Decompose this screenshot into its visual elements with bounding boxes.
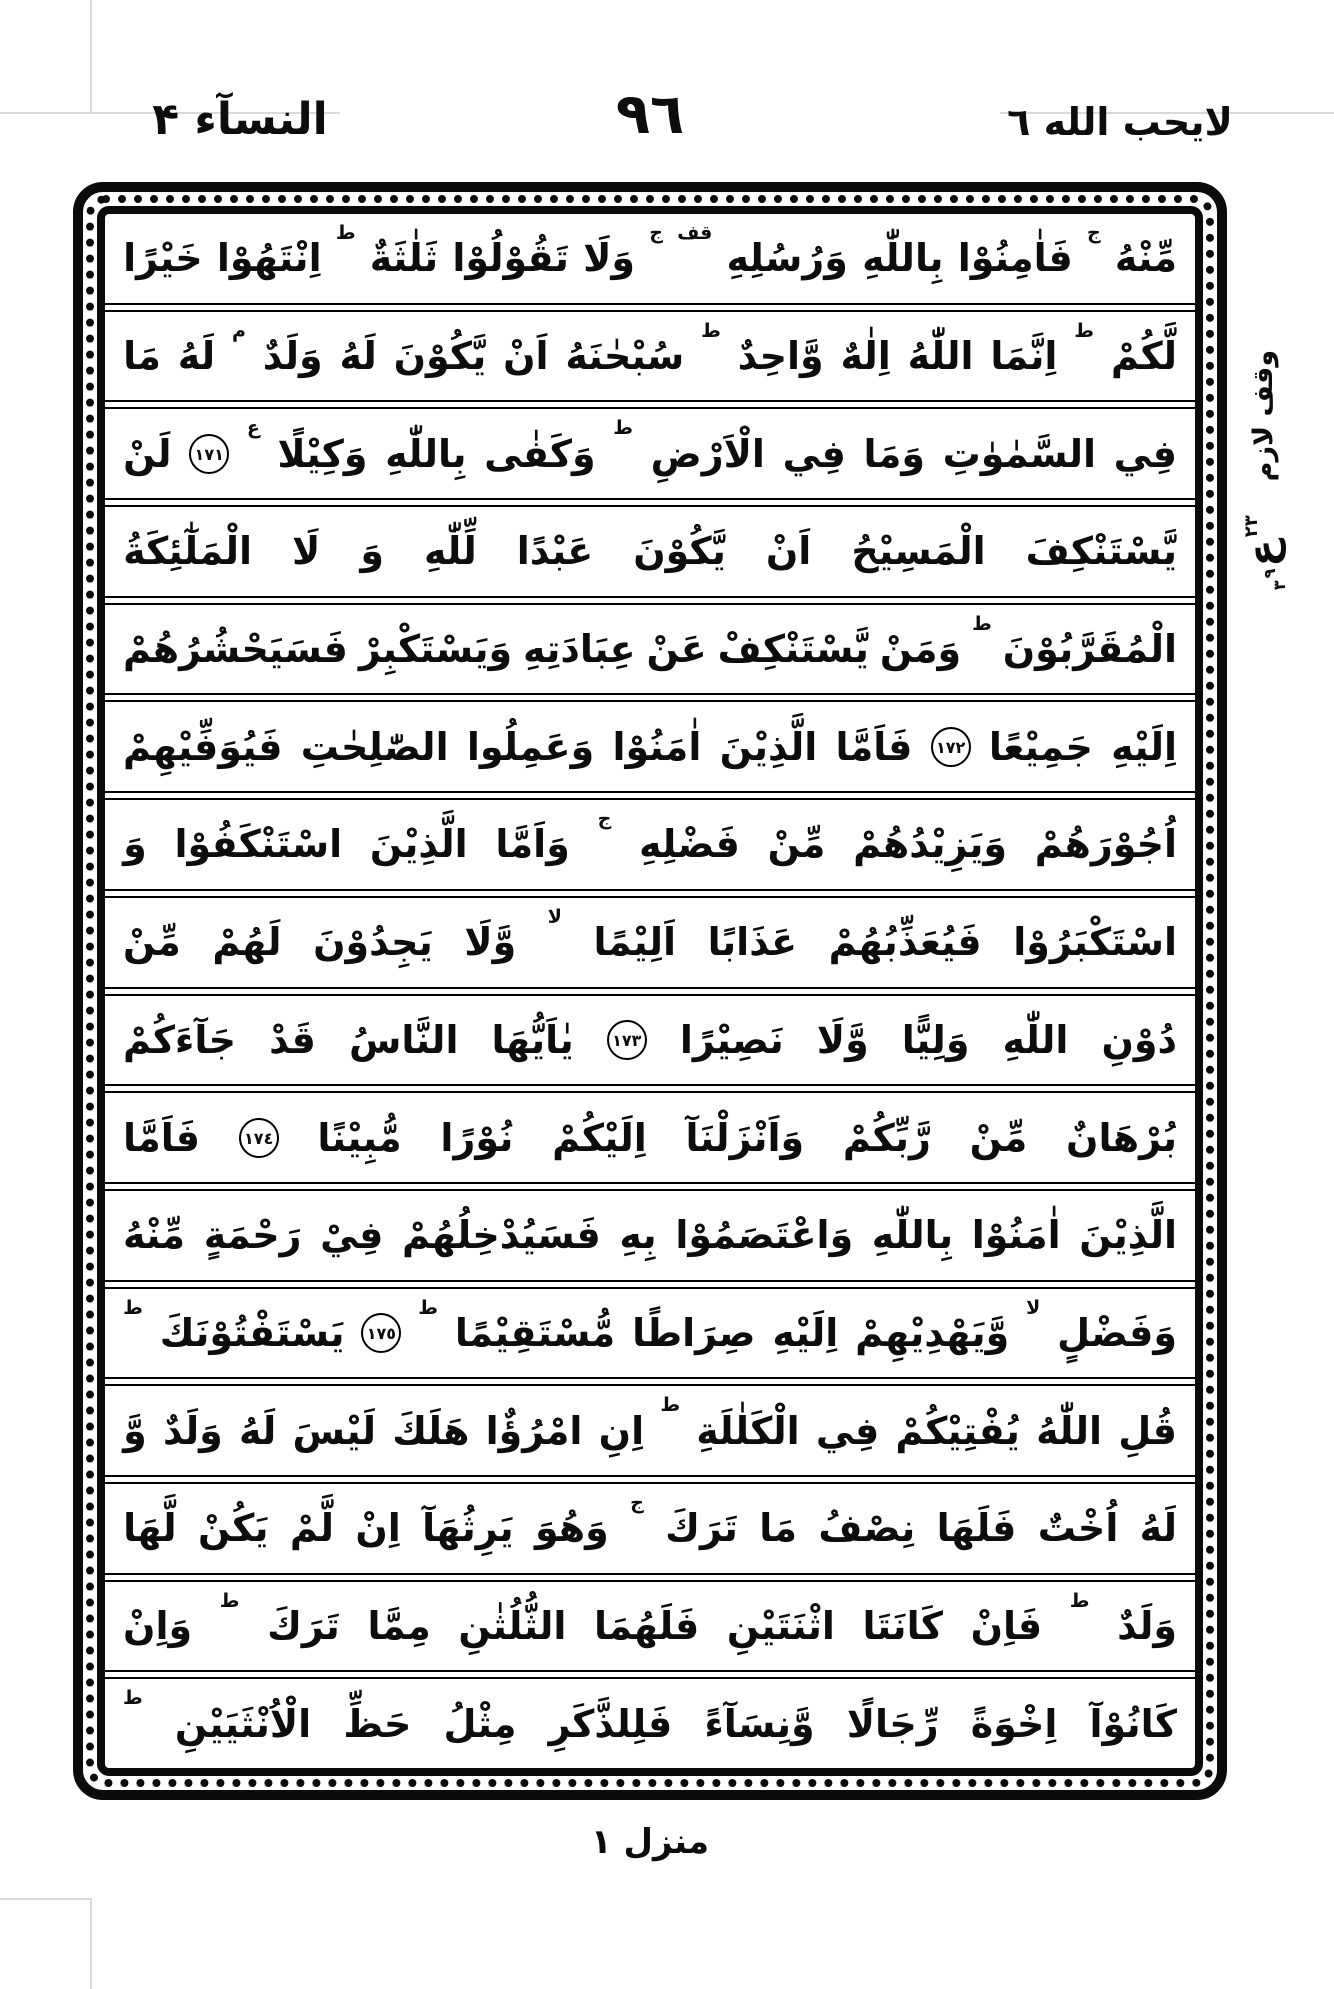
quran-word: الَّذِيْنَ [1079,1213,1177,1258]
quran-word: مِّنْهُ [1114,236,1177,281]
quran-word: عَذَابًا [707,920,798,965]
pause-mark: ط [972,612,992,635]
ruku-ain-symbol: ع [1240,539,1286,567]
pause-mark: م [231,319,246,342]
quran-word: اِنَّمَا [990,334,1058,379]
line-divider [105,1670,1195,1679]
quran-word: الْاَرْضِ [650,431,765,476]
quran-line-11 [105,1191,1195,1280]
line-divider [105,1475,1195,1484]
quran-word: فَاِنْ [970,1603,1043,1648]
quran-word: اِلَيْهِ [1111,724,1177,769]
quran-word: جَمِيْعًا [988,724,1093,769]
quran-line-14 [105,1484,1195,1573]
quran-word: لَّمْ [289,1506,334,1551]
quran-lines [97,206,1203,1776]
ruku-ayah-count: ٩ [1259,568,1279,579]
quran-word: لَّهَا [123,1506,177,1551]
quran-word: رَحْمَةٍ [203,1213,302,1258]
quran-word: لَهُ [238,1408,277,1453]
quran-word: الْاُنْثَيَيْنِ [174,1701,312,1746]
quran-word: وَاِنْ [123,1603,193,1648]
manzil-label: منزل ١ [590,1822,710,1862]
quran-word: الصّٰلِحٰتِ [300,724,449,769]
quran-word: بُرْهَانٌ [1066,1115,1177,1160]
quran-word: مِّنْ [767,822,826,867]
pause-mark: ط [1069,1589,1090,1612]
page-number: ٩٦ [615,82,685,147]
quran-word: اَلِيْمًا [593,920,677,965]
quran-word: وَمَنْ [879,627,962,672]
quran-word: اِنِ [598,1408,645,1453]
quran-word: مِّنْ [969,1115,1028,1160]
quran-word: اُجُوْرَهُمْ [1034,822,1177,867]
quran-word: وَيَزِيْدُهُمْ [853,822,1007,867]
quran-word: يَّسْتَنْكِفْ [717,627,869,672]
quran-word: وَّلَا [464,920,517,965]
quran-word: اِنْتَهُوْا [216,236,322,281]
quran-word: نِصْفُ [818,1506,916,1551]
text-frame-outer-border [73,182,1227,1800]
quran-word: جَآءَكُمْ [123,1017,236,1062]
quran-word: يَسْتَفْتُوْنَكَ [159,1310,345,1355]
quran-word: مَا [123,334,161,379]
quran-word: وَلَدٌ [1117,1603,1177,1648]
quran-word: مِمَّا [367,1603,431,1648]
quran-word: عِبَادَتِهِ [523,627,636,672]
quran-word: وَ [123,822,147,867]
quran-word: مُّبِيْنًا [317,1115,402,1160]
quran-word: وَهُوَ [534,1506,609,1551]
quran-word: اسْتَكْبَرُوْا [1013,920,1177,965]
quran-word: فَسَيَحْشُرُهُمْ [123,627,348,672]
pause-mark: ع [246,417,260,440]
ayah-number-circle: ١٧٢ [931,727,971,767]
quran-word: اللّٰهُ [1036,1408,1102,1453]
quran-word: فَسَيُدْخِلُهُمْ [402,1213,601,1258]
quran-word: يَكُنْ [198,1506,269,1551]
quran-word: لَهُمْ [212,920,282,965]
quran-line-5 [105,605,1195,694]
quran-word: فَاَمَّا [123,1115,200,1160]
pause-mark: ج [630,1491,644,1514]
quran-word: امْرُؤٌا [485,1408,583,1453]
quran-word: وَيَسْتَكْبِرْ [358,627,513,672]
quran-word: رَّبِّكُمْ [842,1115,931,1160]
quran-word: هَلَكَ [392,1408,470,1453]
quran-word: فَلَهَا [936,1506,1017,1551]
quran-word: اُخْتٌ [1037,1506,1119,1551]
quran-line-6 [105,702,1195,791]
quran-word: اللّٰهُ [907,334,974,379]
quran-word: السَّمٰوٰتِ [942,431,1097,476]
quran-word: لَا [292,529,321,574]
quran-word: اِنْ [355,1506,401,1551]
quran-word: اٰمَنُوْا [612,724,702,769]
quran-word: لَهُ [177,334,216,379]
quran-line-16 [105,1679,1195,1768]
pause-mark: ط [123,1296,143,1319]
surah-name-header: النسآء ۴ [152,94,328,145]
quran-word: يٰاَيُّهَا [491,1017,574,1062]
quran-word: يَّسْتَنْكِفَ [1025,529,1177,574]
quran-line-1 [105,214,1195,303]
line-divider [105,693,1195,702]
quran-word: فَاٰمِنُوْا [957,236,1073,281]
pause-mark: ط [123,1687,143,1710]
pause-mark: ج [597,808,612,831]
quran-word: وَعَمِلُوا [466,724,595,769]
quran-word: اللّٰهِ [1002,1017,1069,1062]
quran-word: وَرُسُلِهِ [726,236,848,281]
quran-word: مِّنْ [123,920,181,965]
quran-word: فَلِلذَّكَرِ [548,1701,673,1746]
pause-mark: ط [701,319,721,342]
line-divider [105,1573,1195,1582]
ayah-number-circle: ١٧٥ [361,1313,401,1353]
pause-mark: ط [613,417,634,440]
ruku-number-in-para: ٣ [1269,580,1289,591]
quran-word: تَرَكَ [665,1506,738,1551]
quran-word: قُلِ [1118,1408,1177,1453]
quran-word: وَكَفٰى [484,431,596,476]
quran-word: نَصِيْرًا [679,1017,784,1062]
quran-word: لَهُ [1139,1506,1177,1551]
quran-line-15 [105,1582,1195,1671]
quran-word: لِّلّٰهِ [423,529,477,574]
quran-word: اثْنَتَيْنِ [726,1603,835,1648]
quran-word: فَاَمَّا [835,724,913,769]
quran-word: يَجِدُوْنَ [313,920,433,965]
quran-word: وَمَا [863,431,925,476]
quran-word: تَقُوْلُوْا [452,236,569,281]
quran-word: فِي [1113,431,1177,476]
pause-mark: ط [660,1394,681,1417]
quran-word: فِيْ [320,1213,384,1258]
quran-word: وَكِيْلًا [277,431,368,476]
quran-line-10 [105,1093,1195,1182]
pause-mark: ج [1086,222,1101,244]
quran-word: فَيُوَفِّيْهِمْ [123,724,283,769]
quran-word: اَنْ [765,529,812,574]
line-divider [105,889,1195,898]
quran-word: صِرَاطًا [632,1310,756,1355]
quran-word: رِّجَالًا [846,1701,939,1746]
quran-word: لَهُ [339,334,377,379]
quran-word: اِخْوَةً [970,1701,1058,1746]
quran-word: لَّكُمْ [1110,334,1177,379]
quran-word: بِاللّٰهِ [871,1213,954,1258]
margin-note-rotated [1228,290,1298,650]
quran-word: سُبْحٰنَهُ [565,334,685,379]
quran-word: اٰمَنُوْا [971,1213,1061,1258]
margin-note [1228,290,1298,650]
quran-word: مِثْلُ [443,1701,517,1746]
quran-word: اَنْ [503,334,549,379]
line-divider [105,400,1195,409]
quran-word: لَيْسَ [292,1408,376,1453]
quran-word: اِلٰهٌ [840,334,891,379]
line-divider [105,596,1195,605]
quran-word: الْمَسِيْحُ [851,529,986,574]
quran-word: وَّاحِدٌ [737,334,824,379]
quran-word: النَّاسُ [348,1017,459,1062]
quran-word: وَلِيًّا [901,1017,970,1062]
quran-word: نُوْرًا [440,1115,514,1160]
quran-word: حَظِّ [343,1701,412,1746]
quran-word: اِلَيْكُمْ [552,1115,647,1160]
quran-word: يَرِثُهَآ [422,1506,514,1551]
juz-name-header: لايحب الله ٦ [1007,100,1233,144]
line-divider [105,498,1195,507]
quran-line-12 [105,1289,1195,1378]
quran-word: يُفْتِيْكُمْ [895,1408,1020,1453]
scan-guide-line [90,1898,92,1989]
pause-mark: ط [418,1296,439,1319]
quran-word: بِاللّٰهِ [385,431,467,476]
waqf-lazim-label: وقف لازم [1247,349,1279,482]
pause-mark: ج [649,222,663,244]
quran-word: فَلَهُمَا [594,1603,700,1648]
quran-word: مُّسْتَقِيْمًا [454,1310,616,1355]
quran-word: وَّيَهْدِيْهِمْ [855,1310,1010,1355]
quran-word: فَضْلِهِ [639,822,740,867]
quran-word: كَانَتَا [862,1603,943,1648]
pause-mark: ط [1074,319,1094,342]
quran-word: الَّذِيْنَ [719,724,818,769]
pause-mark: لا [547,905,562,928]
line-divider [105,1280,1195,1289]
line-divider [105,791,1195,800]
quran-word: يَّكُوْنَ [633,529,726,574]
ayah-number-circle: ١٧٣ [607,1020,647,1060]
quran-word: الثُّلُثٰنِ [458,1603,567,1648]
line-divider [105,1377,1195,1386]
quran-word: وَّ [123,1408,147,1453]
quran-word: وَاعْتَصَمُوْا [675,1213,854,1258]
quran-line-3 [105,409,1195,498]
quran-word: فَيُعَذِّبُهُمْ [828,920,982,965]
quran-word: وَاَنْزَلْنَآ [685,1115,805,1160]
scan-guide-line [0,1898,92,1900]
quran-word: كَانُوْآ [1089,1701,1177,1746]
quran-word: وَفَضْلٍ [1057,1310,1177,1355]
quran-word: اسْتَنْكَفُوْا [174,822,343,867]
ayah-number-circle: ١٧٤ [239,1118,279,1158]
pause-mark: ط [335,222,356,244]
quran-line-8 [105,898,1195,987]
quran-word: فِي [782,431,846,476]
quran-word: الْكَلٰلَةِ [696,1408,800,1453]
quran-word: ثَلٰثَةٌ [369,236,439,281]
quran-line-9 [105,996,1195,1085]
text-frame-ornament-border [86,195,1214,1787]
ayah-number-circle: ١٧١ [189,434,229,474]
quran-word: اِلَيْهِ [772,1310,839,1355]
quran-line-2 [105,312,1195,401]
quran-word: يَّكُوْنَ [393,334,487,379]
quran-word: وَّنِسَآءً [704,1701,815,1746]
quran-word: فِي [815,1408,880,1453]
quran-word: وَّلَا [816,1017,869,1062]
line-divider [105,1182,1195,1191]
quran-word: عَبْدًا [516,529,594,574]
quran-word: بِهِ [619,1213,657,1258]
line-divider [105,987,1195,996]
quran-word: لَنْ [123,431,172,476]
pause-mark: لا [1026,1296,1041,1319]
quran-word: وَلَدٌ [162,1408,223,1453]
quran-word: الْمُقَرَّبُوْنَ [1002,627,1177,672]
quran-word: خَيْرًا [123,236,203,281]
line-divider [105,1084,1195,1093]
quran-word: الَّذِيْنَ [369,822,468,867]
quran-word: تَرَكَ [267,1603,340,1648]
ruku-number-in-surah: ٢٣ [1240,515,1262,538]
quran-word: قَدْ [269,1017,316,1062]
quran-word: الْمَلٰٓئِكَةُ [123,529,253,574]
quran-word: وَاَمَّا [495,822,570,867]
quran-word: مَا [759,1506,797,1551]
quran-line-4 [105,507,1195,596]
quran-word: وَ [360,529,384,574]
quran-line-13 [105,1386,1195,1475]
pause-mark: ط [219,1589,240,1612]
quran-line-7 [105,800,1195,889]
quran-word: وَلَا [583,236,636,281]
quran-word: وَلَدٌ [262,334,323,379]
quran-word: عَنْ [646,627,707,672]
pause-mark: قف [677,222,713,244]
quran-word: بِاللّٰهِ [862,236,944,281]
quran-word: مِّنْهُ [123,1213,186,1258]
quran-word: دُوْنِ [1101,1017,1177,1062]
ruku-marker [1240,515,1289,591]
line-divider [105,303,1195,312]
